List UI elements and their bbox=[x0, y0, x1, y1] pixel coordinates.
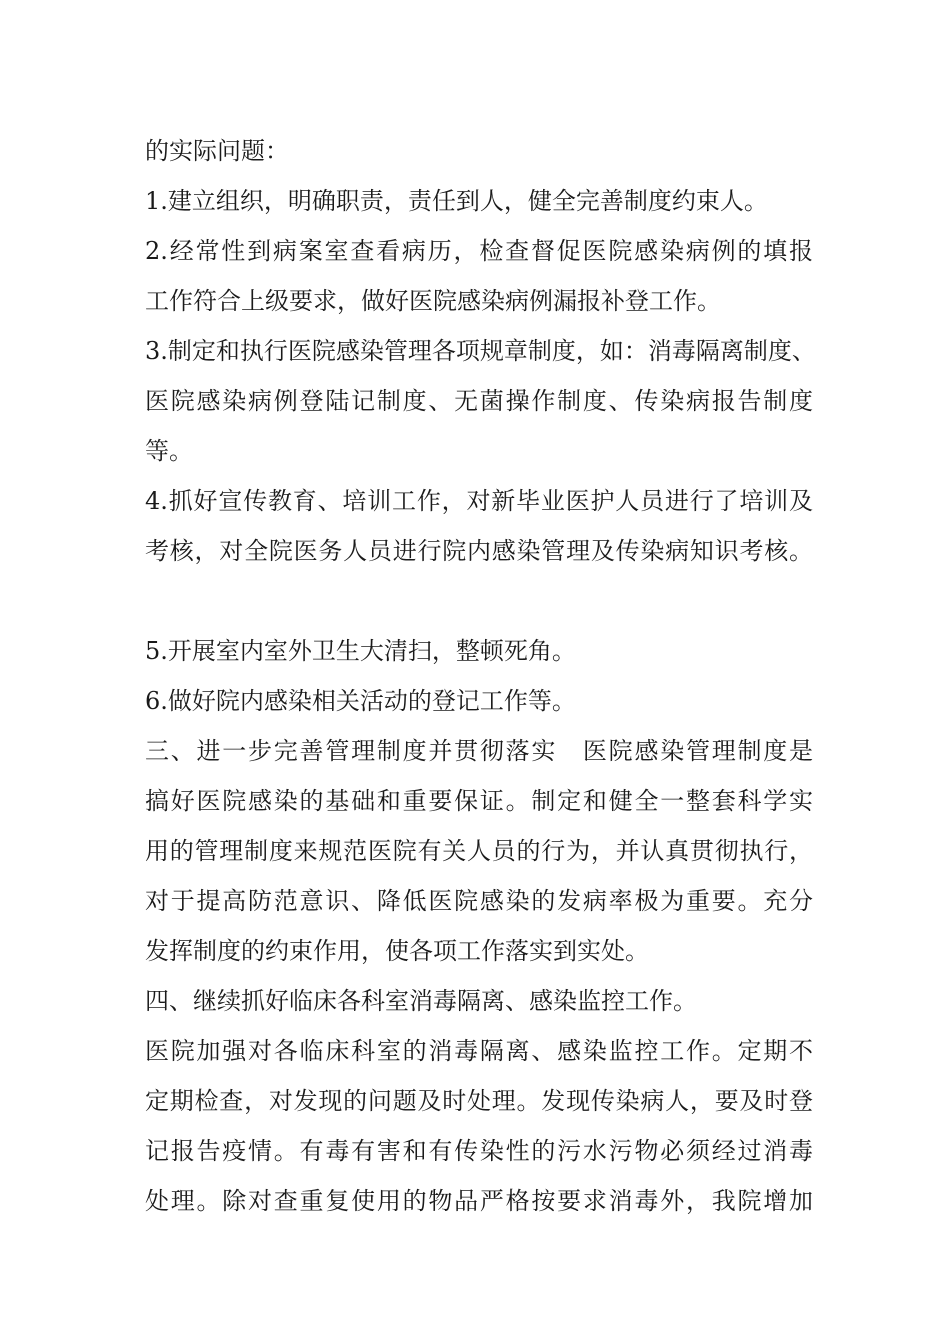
paragraph-line: 的实际问题： bbox=[145, 137, 289, 165]
paragraph-line: 医院感染病例登陆记制度、无菌操作制度、传染病报告制度 bbox=[145, 387, 813, 415]
paragraph-line: 四、继续抓好临床各科室消毒隔离、感染监控工作。 bbox=[145, 987, 697, 1015]
paragraph-line: 搞好医院感染的基础和重要保证。制定和健全一整套科学实 bbox=[145, 787, 813, 815]
document-body bbox=[145, 126, 816, 1226]
paragraph-line: 记报告疫情。有毒有害和有传染性的污水污物必须经过消毒 bbox=[145, 1137, 813, 1165]
paragraph-line: 对于提高防范意识、降低医院感染的发病率极为重要。充分 bbox=[145, 887, 813, 915]
paragraph-line: 三、进一步完善管理制度并贯彻落实 医院感染管理制度是 bbox=[145, 737, 813, 765]
paragraph-line: 6.做好院内感染相关活动的登记工作等。 bbox=[145, 687, 576, 715]
paragraph-line: 1.建立组织，明确职责，责任到人，健全完善制度约束人。 bbox=[145, 187, 768, 215]
paragraph-line: 定期检查，对发现的问题及时处理。发现传染病人，要及时登 bbox=[145, 1087, 813, 1115]
paragraph-line: 医院加强对各临床科室的消毒隔离、感染监控工作。定期不 bbox=[145, 1037, 813, 1065]
paragraph-line: 等。 bbox=[145, 437, 193, 465]
paragraph-line: 发挥制度的约束作用，使各项工作落实到实处。 bbox=[145, 937, 649, 965]
paragraph-line: 用的管理制度来规范医院有关人员的行为，并认真贯彻执行， bbox=[145, 837, 813, 865]
paragraph-line: 4.抓好宣传教育、培训工作，对新毕业医护人员进行了培训及 bbox=[145, 487, 813, 515]
paragraph-line: 2.经常性到病案室查看病历，检查督促医院感染病例的填报 bbox=[145, 237, 813, 265]
paragraph-line: 3.制定和执行医院感染管理各项规章制度，如：消毒隔离制度、 bbox=[145, 337, 816, 365]
paragraph-line: 考核，对全院医务人员进行院内感染管理及传染病知识考核。 bbox=[145, 537, 813, 565]
paragraph-gap bbox=[145, 576, 813, 626]
paragraph-line: 工作符合上级要求，做好医院感染病例漏报补登工作。 bbox=[145, 287, 721, 315]
paragraph-line: 处理。除对查重复使用的物品严格按要求消毒外，我院增加 bbox=[145, 1187, 813, 1215]
paragraph-line: 5.开展室内室外卫生大清扫，整顿死角。 bbox=[145, 637, 576, 665]
